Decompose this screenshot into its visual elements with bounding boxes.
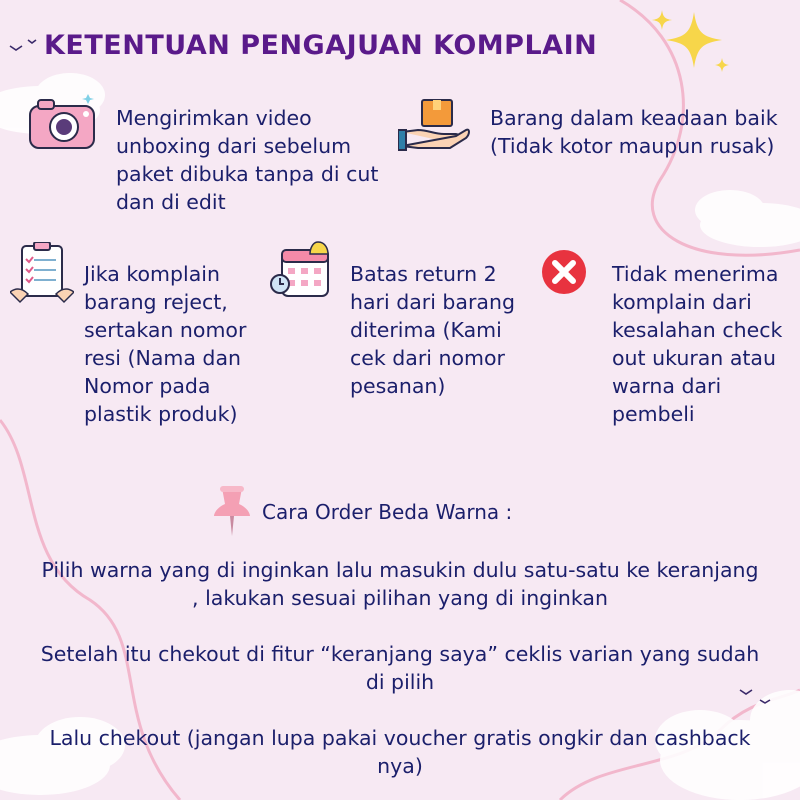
order-step-2: Setelah itu chekout di fitur “keranjang saya” ceklis varian yang sudah di pilih — [40, 642, 760, 694]
calendar-icon — [270, 240, 336, 302]
rule-return-text: Batas return 2 hari dari barang diterima (Kami cek dari nomor pesanan) — [350, 262, 515, 398]
page-title: KETENTUAN PENGAJUAN KOMPLAIN — [44, 30, 598, 61]
pushpin-icon — [212, 484, 252, 538]
cross-icon — [540, 248, 588, 296]
clipboard-icon — [10, 242, 74, 304]
camera-icon — [28, 92, 100, 152]
package-hand-icon — [398, 96, 470, 154]
rule-unboxing-text: Mengirimkan video unboxing dari sebelum paket dibuka tanpa di cut dan di edit — [116, 106, 379, 214]
order-step-3: Lalu chekout (jangan lupa pakai voucher gratis ongkir dan cashback nya) — [49, 726, 751, 778]
order-step-1: Pilih warna yang di inginkan lalu masukin dulu satu-satu ke keranjang , lakukan sesuai pilihan yang di inginkan — [41, 558, 759, 610]
rule-condition-text: Barang dalam keadaan baik (Tidak kotor maupun rusak) — [490, 106, 778, 158]
rule-not-accepted-text: Tidak menerima komplain dari kesalahan check out ukuran atau warna dari pembeli — [612, 262, 783, 426]
rule-reject-text: Jika komplain barang reject, sertakan nomor resi (Nama dan Nomor pada plastik produk) — [84, 262, 247, 426]
order-heading: Cara Order Beda Warna : — [262, 500, 513, 524]
